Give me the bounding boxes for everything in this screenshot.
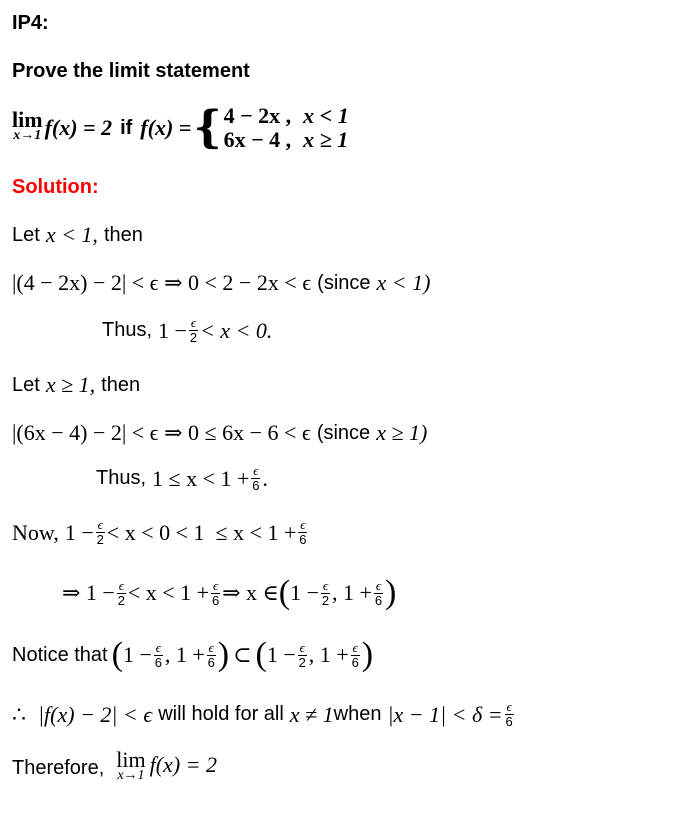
- delta-statement: ∴ |f(x) − 2| < ϵ will hold for all x ≠ 1 when |x − 1| < δ = $\frac{\epsilon}{6}$: [12, 699, 513, 729]
- conclusion: Therefore, lim x→1 f(x) = 2: [12, 747, 217, 783]
- case-1: 4 − 2x , x < 1: [223, 103, 349, 128]
- function-def: f(x) =: [140, 115, 192, 140]
- lim-operator: lim x→1: [12, 107, 43, 143]
- part1-thus: Thus, 1 − $\frac{\epsilon}{2}$ < x < 0.: [102, 315, 273, 345]
- limit-statement: [12, 100, 349, 156]
- lim-operator-conclusion: lim x→1: [116, 747, 146, 783]
- part2-inequality: |(6x − 4) − 2| < ϵ ⇒ 0 ≤ 6x − 6 < ϵ (since x ≥ 1): [12, 420, 428, 445]
- part2-intro: Let x ≥ 1, then: [12, 372, 141, 397]
- part2-thus: Thus, 1 ≤ x < 1 + $\frac{\epsilon}{6}$ .: [96, 463, 268, 493]
- part1-intro: Let x < 1, then: [12, 222, 143, 247]
- limit-lhs: f(x) = 2: [44, 115, 113, 140]
- solution-label: Solution:: [12, 176, 99, 198]
- implies-interval: ⇒ 1 − $\frac{\epsilon}{2}$ < x < 1 + $\frac{\epsilon}{6}$ ⇒ x ∈ ( 1 − $\frac{\epsilon}{2}$ , 1 + $\frac{\epsilon}{6}$ ): [62, 574, 397, 611]
- problem-heading: IP4:: [12, 12, 49, 34]
- lim-subscript: x→1: [13, 128, 42, 143]
- combined-inequality: Now, 1 − $\frac{\epsilon}{2}$ < x < 0 < 1 ≤ x < 1 + $\frac{\epsilon}{6}$: [12, 517, 307, 547]
- notice-subset: Notice that ( 1 − $\frac{\epsilon}{6}$ , 1 + $\frac{\epsilon}{6}$ ) ⊂ ( 1 − $\frac{\epsilon}{2}$ , 1 + $\frac{\epsilon}{6}$ ): [12, 636, 374, 673]
- task-statement: Prove the limit statement: [12, 60, 250, 82]
- case-2: 6x − 4 , x ≥ 1: [223, 127, 349, 152]
- part1-inequality: |(4 − 2x) − 2| < ϵ ⇒ 0 < 2 − 2x < ϵ (since x < 1): [12, 270, 431, 295]
- piecewise-cases: [224, 104, 349, 152]
- left-brace: {: [193, 102, 222, 153]
- fraction-eps-6: $\frac{\epsilon}{6}$: [252, 463, 260, 493]
- if-word: if: [120, 116, 133, 139]
- fraction-eps-2: $\frac{\epsilon}{2}$: [189, 315, 198, 345]
